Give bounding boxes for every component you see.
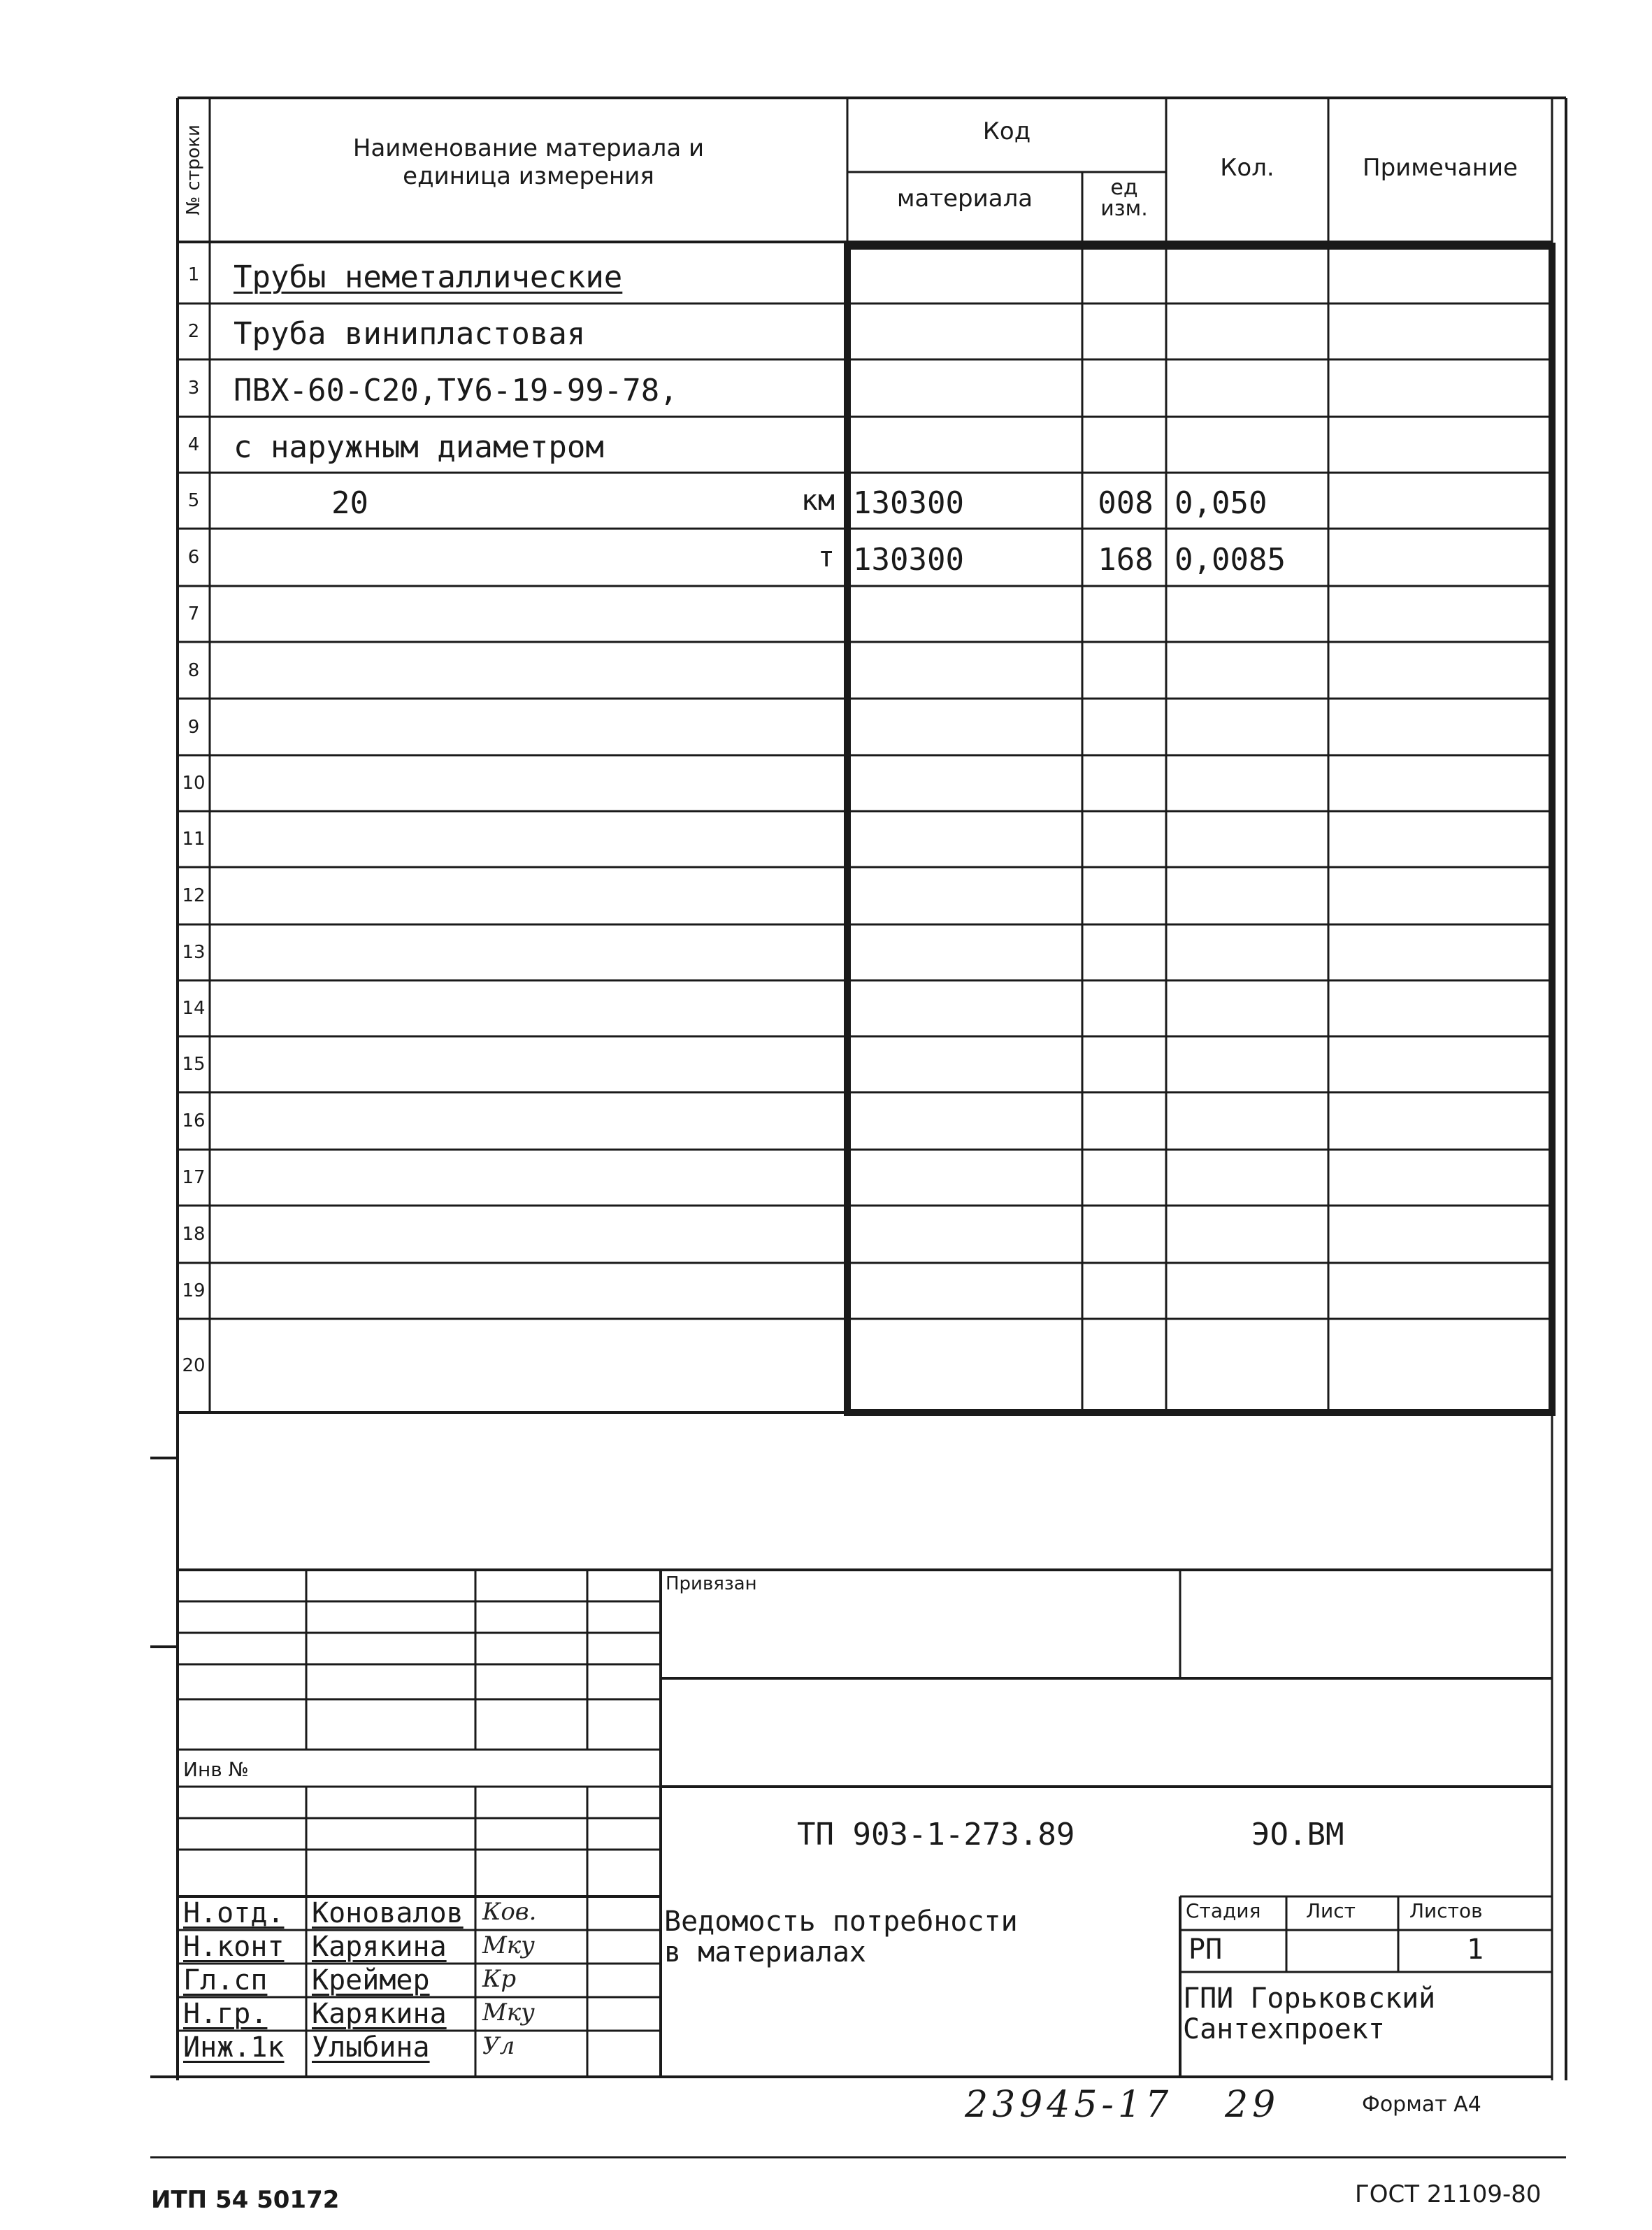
signer-name: Карякина <box>312 1931 447 1963</box>
signature: Кр <box>482 1965 517 1993</box>
row-number: 17 <box>182 1167 206 1188</box>
table-row <box>178 303 1552 359</box>
table-row <box>178 417 1552 473</box>
row-number: 1 <box>187 264 200 285</box>
row-number: 5 <box>187 490 200 511</box>
format-label: Формат А4 <box>1362 2092 1481 2117</box>
row-number: 20 <box>182 1355 206 1376</box>
signer-role: Инж.1к <box>183 2031 285 2064</box>
handwritten-code: 23945-17 <box>965 2084 1173 2126</box>
material-name: ПВХ-60-С20,ТУ6-19-99-78, <box>234 373 678 408</box>
gost-label: ГОСТ 21109-80 <box>1355 2180 1542 2208</box>
signature: Мку <box>482 1999 535 2027</box>
signer-role: Н.конт <box>183 1931 285 1963</box>
signer-role: Н.отд. <box>183 1897 285 1929</box>
table-row <box>178 867 1552 924</box>
row-number: 9 <box>187 716 200 738</box>
material-code-header: материала <box>896 185 1033 213</box>
signature: Ул <box>482 2032 515 2060</box>
signature: Мку <box>482 1931 535 1959</box>
stage-value: РП <box>1188 1934 1223 1966</box>
table-row <box>178 699 1552 755</box>
row-number: 6 <box>187 547 200 568</box>
table-row <box>178 586 1552 642</box>
table-row <box>178 1092 1552 1150</box>
table-row <box>178 1150 1552 1206</box>
material-code: 130300 <box>853 542 964 578</box>
unit-code: 008 <box>1098 485 1154 521</box>
row-number: 10 <box>182 773 206 794</box>
row-number: 16 <box>182 1110 206 1131</box>
signer-name: Креймер <box>312 1964 430 1996</box>
table-row <box>178 473 1552 529</box>
signer-role: Н.гр. <box>183 1998 268 2030</box>
table-row <box>178 359 1552 417</box>
handwritten-page: 29 <box>1225 2084 1280 2126</box>
document-title: Ведомость потребности в материалах <box>664 1906 1018 1968</box>
quantity-header: Кол. <box>1220 154 1274 182</box>
table-row <box>178 246 1552 303</box>
signer-name: Улыбина <box>312 2031 430 2064</box>
table-row <box>178 1263 1552 1319</box>
table-row <box>178 1319 1552 1413</box>
row-number: 18 <box>182 1224 206 1245</box>
code-header: Код <box>982 117 1031 145</box>
row-number: 2 <box>187 321 200 342</box>
material-name: 20 <box>331 485 368 521</box>
table-row <box>178 1036 1552 1092</box>
table-row <box>178 529 1552 586</box>
unit-name: т <box>817 541 835 573</box>
material-code: 130300 <box>853 485 964 521</box>
table-row <box>178 924 1552 980</box>
material-name: Трубы неметаллические <box>234 259 623 295</box>
document-mark: ЭО.ВМ <box>1251 1817 1344 1852</box>
row-number: 15 <box>182 1054 206 1075</box>
name-header: Наименование материала и единица измерения <box>352 134 705 190</box>
note-header: Примечание <box>1363 154 1518 182</box>
itp-number: ИТП 54 50172 <box>151 2186 340 2214</box>
row-number: 19 <box>182 1280 206 1301</box>
table-row <box>178 755 1552 811</box>
unit-code: 168 <box>1098 542 1154 578</box>
row-number: 11 <box>182 829 206 850</box>
stage-label: Стадия <box>1186 1899 1261 1922</box>
row-number: 4 <box>187 434 200 455</box>
quantity-value: 0,0085 <box>1175 542 1286 578</box>
material-name: Труба винипластовая <box>234 316 586 352</box>
material-name: с наружным диаметром <box>234 429 604 465</box>
table-row <box>178 642 1552 699</box>
sheets-value: 1 <box>1466 1934 1484 1966</box>
signer-name: Карякина <box>312 1998 447 2030</box>
signature: Ков. <box>482 1898 537 1926</box>
row-number-header: № строки <box>183 124 204 215</box>
table-row <box>178 811 1552 867</box>
table-row <box>178 980 1552 1036</box>
signer-name: Коновалов <box>312 1897 464 1929</box>
row-number: 12 <box>182 885 206 906</box>
organization-name: ГПИ Горьковский Сантехпроект <box>1183 1982 1436 2045</box>
privyazan-label: Привязан <box>666 1573 757 1594</box>
sheets-label: Листов <box>1409 1899 1483 1922</box>
row-number: 8 <box>187 659 200 681</box>
signer-role: Гл.сп <box>183 1964 268 1996</box>
row-number: 7 <box>187 603 200 624</box>
sheet-label: Лист <box>1306 1899 1356 1922</box>
unit-header: ед изм. <box>1100 176 1148 221</box>
quantity-value: 0,050 <box>1175 485 1267 521</box>
inv-no-label: Инв № <box>183 1758 249 1781</box>
table-row <box>178 1206 1552 1263</box>
row-number: 13 <box>182 942 206 963</box>
document-code: ТП 903-1-273.89 <box>797 1817 1075 1852</box>
row-number: 14 <box>182 998 206 1019</box>
unit-name: км <box>800 485 835 517</box>
row-number: 3 <box>187 378 200 399</box>
